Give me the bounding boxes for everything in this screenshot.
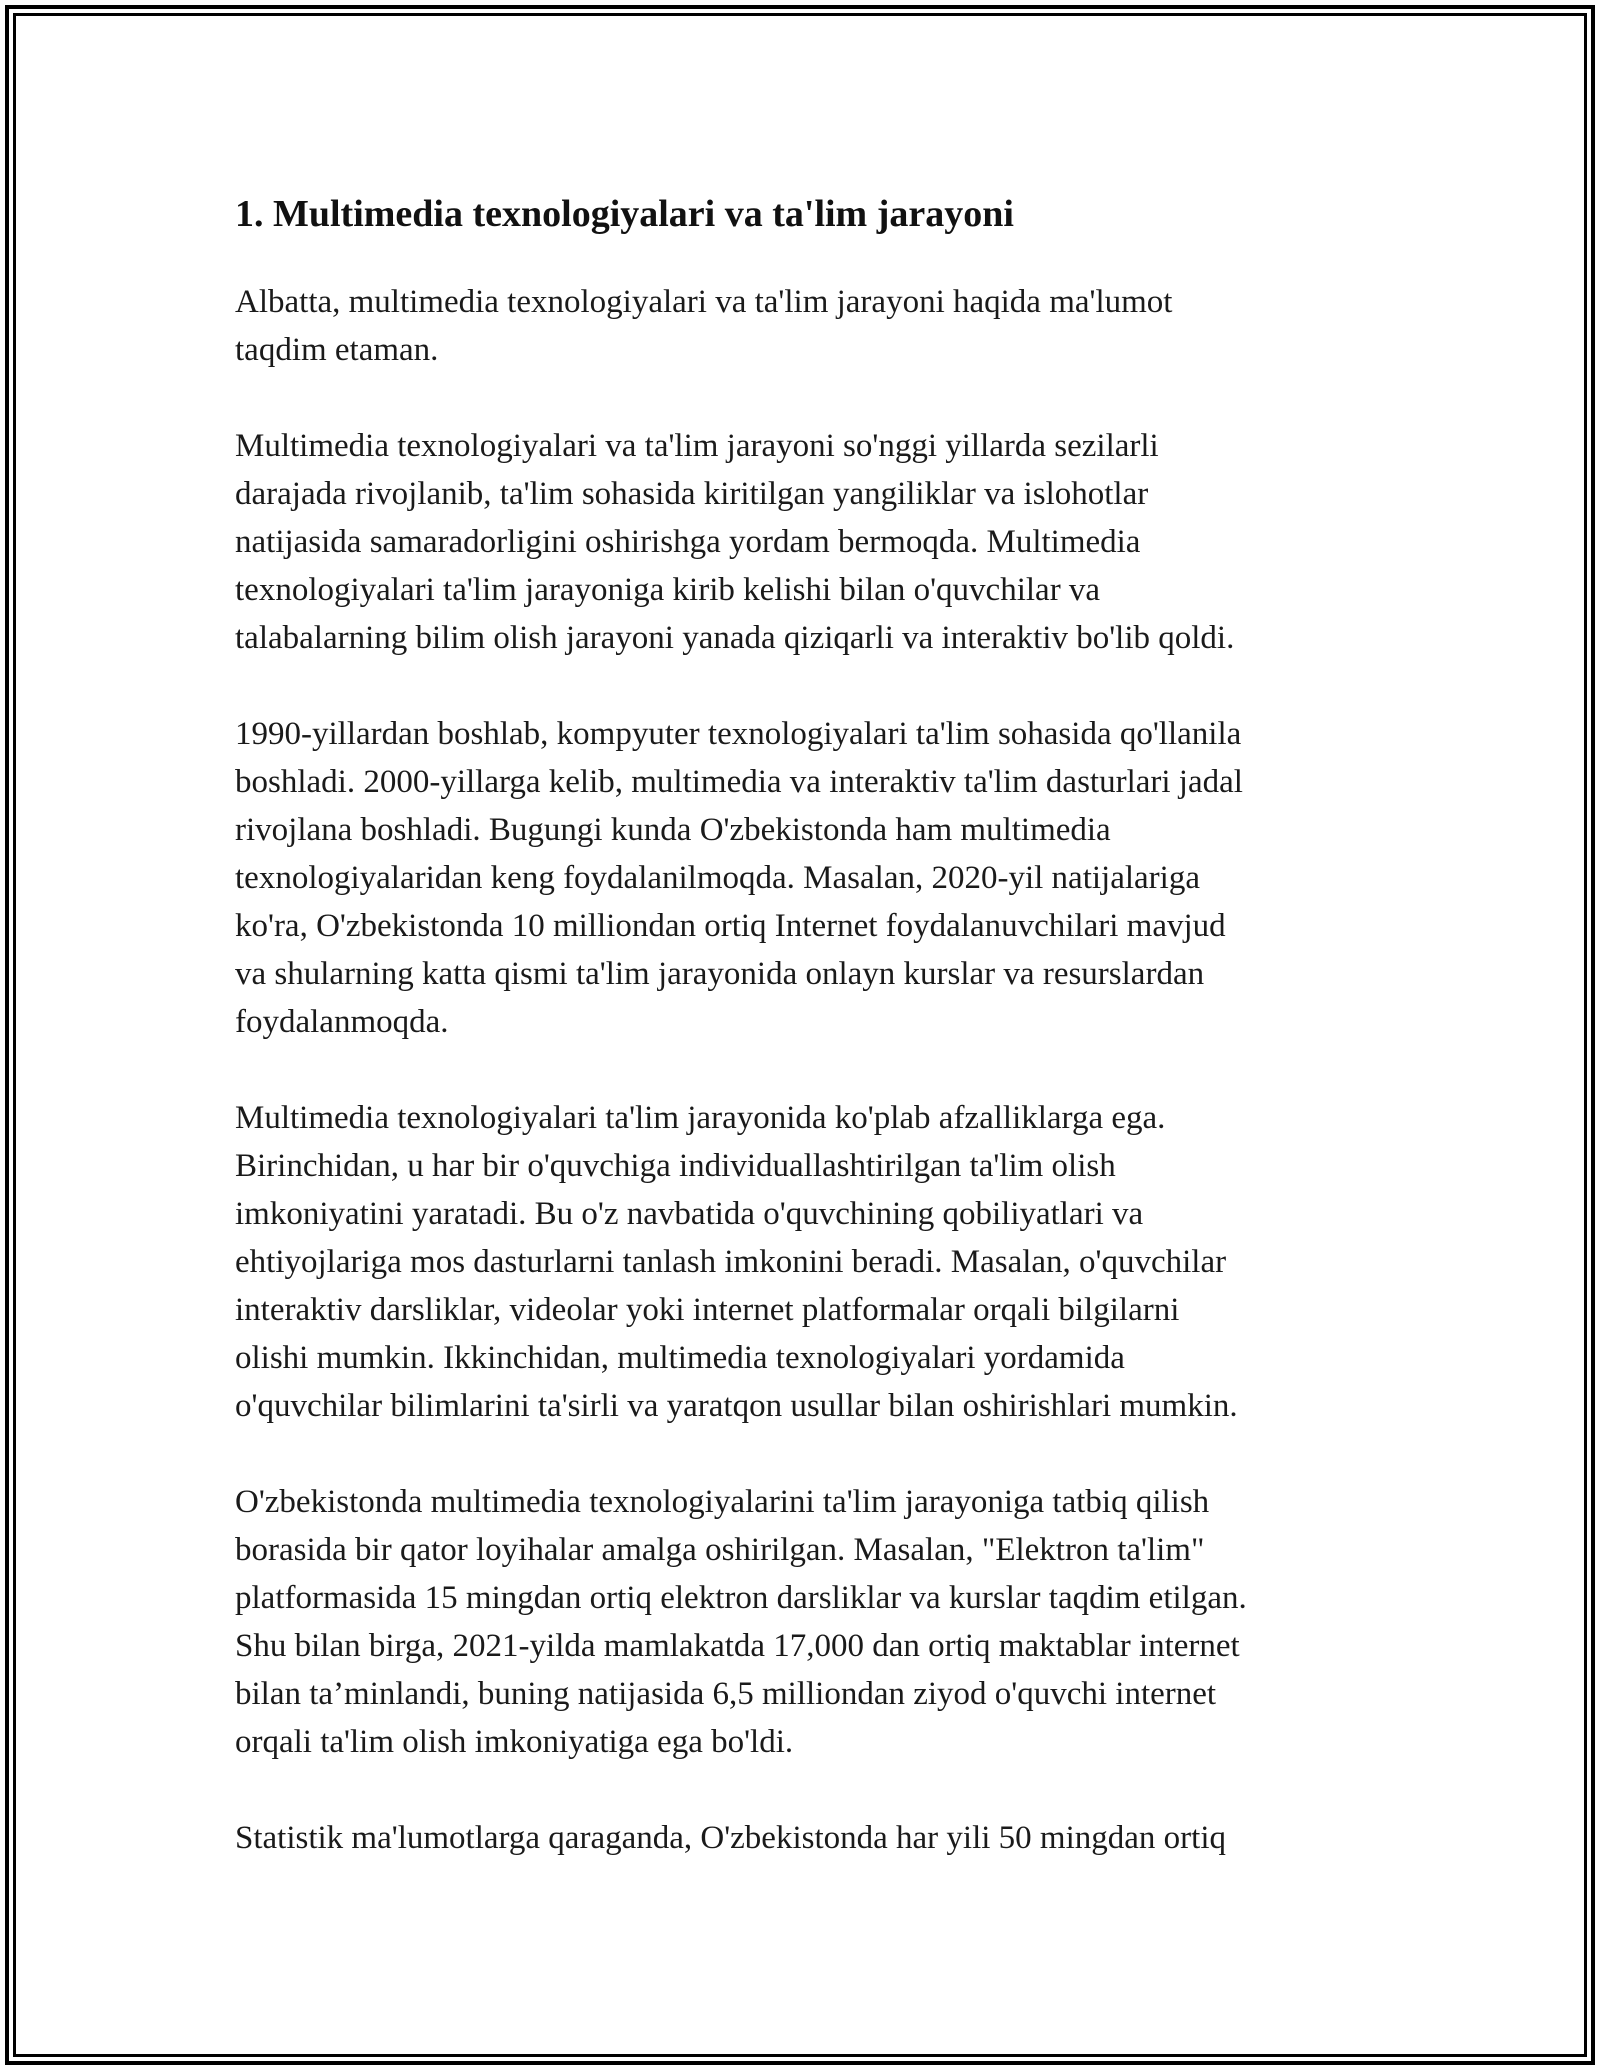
paragraph-history: 1990-yillardan boshlab, kompyuter texnologiyalari ta'lim sohasida qo'llanila boshladi. 2000-yillarga kelib, multimedia va interaktiv ta'lim dasturlari jadal rivojlana boshladi. Bugungi kunda O'zbekistonda ham multimedia texnologiyalaridan keng foydalanilmoqda. Masalan, 2020-yil natijalariga ko'ra, O'zbekistonda 10 milliondan ortiq Internet foydalanuvchilari mavjud va shularning katta qismi ta'lim jarayonida onlayn kurslar va resurslardan foydalanmoqda. (235, 716, 1243, 1040)
paragraph-advantages: Multimedia texnologiyalari ta'lim jarayonida ko'plab afzalliklarga ega. Birinchidan, u har bir o'quvchiga individuallashtirilgan ta'lim olish imkoniyatini yaratadi. Bu o'z navbatida o'quvchining qobiliyatlari va ehtiyojlariga mos dasturlarni tanlash imkonini beradi. Masalan, o'quvchilar interaktiv darsliklar, videolar yoki internet platformalar orqali bilgilarni olishi mumkin. Ikkinchidan, multimedia texnologiyalari yordamida o'quvchilar bilimlarini ta'sirli va yaratqon usullar bilan oshirishlari mumkin. (235, 1100, 1238, 1424)
paragraph-projects: O'zbekistonda multimedia texnologiyalarini ta'lim jarayoniga tatbiq qilish borasida bir qator loyihalar amalga oshirilgan. Masalan, "Elektron ta'lim" platformasida 15 mingdan ortiq elektron darsliklar va kurslar taqdim etilgan. Shu bilan birga, 2021-yilda mamlakatda 17,000 dan ortiq maktablar internet bilan ta’minlandi, buning natijasida 6,5 milliondan ziyod o'quvchi internet orqali ta'lim olish imkoniyatiga ega bo'ldi. (235, 1484, 1247, 1760)
document-body (235, 186, 1385, 1910)
document-title: 1. Multimedia texnologiyalari va ta'lim jarayoni (235, 193, 1014, 235)
paragraph-development: Multimedia texnologiyalari va ta'lim jarayoni so'nggi yillarda sezilarli darajada rivojlanib, ta'lim sohasida kiritilgan yangiliklar va islohotlar natijasida samaradorligini oshirishga yordam bermoqda. Multimedia texnologiyalari ta'lim jarayoniga kirib kelishi bilan o'quvchilar va talabalarning bilim olish jarayoni yanada qiziqarli va interaktiv bo'lib qoldi. (235, 428, 1235, 656)
paragraph-statistics: Statistik ma'lumotlarga qaraganda, O'zbekistonda har yili 50 mingdan ortiq (235, 1820, 1226, 1856)
paragraph-intro: Albatta, multimedia texnologiyalari va ta'lim jarayoni haqida ma'lumot taqdim etaman. (235, 284, 1173, 368)
